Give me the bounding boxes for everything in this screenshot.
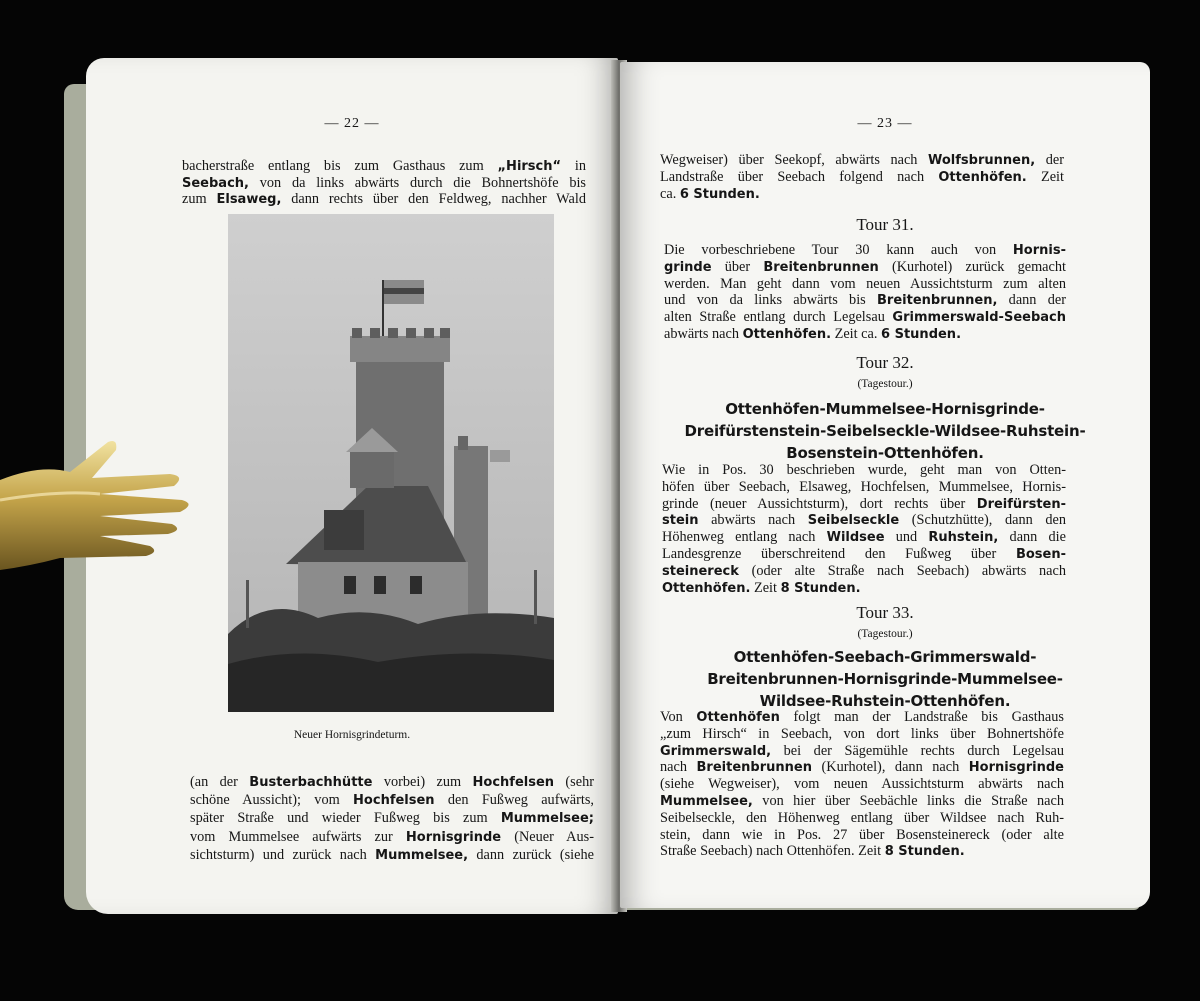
text-run: bei der Sägemühle rechts durch Legelsau: [771, 742, 1064, 759]
route-line: Wildsee-Ruhstein-Ottenhöfen.: [759, 692, 1011, 710]
bold-term: Grimmerswald,: [660, 743, 772, 759]
text-run: (siehe Wegweiser), vom neuen Aussichtsturm abwärts nach: [660, 776, 1064, 793]
tour32-heading: Tour 32.: [856, 353, 914, 372]
bold-term: Ottenhöfen.: [938, 169, 1027, 185]
photo-caption: Neuer Hornisgrindeturm.: [293, 729, 411, 741]
text-run: Wegweiser) über Seekopf, abwärts nach: [660, 152, 928, 168]
bold-term: Ruhstein,: [928, 530, 999, 546]
text-run: Von: [660, 709, 697, 725]
text-run: alten Straße entlang durch Legelsau: [664, 309, 893, 326]
tower-photograph: [228, 214, 554, 712]
page-number-right: — 23 —: [857, 116, 913, 131]
text-run: (Schutzhütte), dann den: [899, 512, 1066, 529]
text-run: Landesgrenze überschreitend den Fußweg über: [662, 546, 1016, 562]
route-line: Dreifürstenstein-Seibelseckle-Wildsee-Ruhstein-: [684, 422, 1086, 440]
text-run: Landstraße über Seebach folgend nach: [660, 168, 939, 185]
text-run: und von da links abwärts bis: [664, 292, 878, 309]
text-line: [662, 580, 1066, 597]
bold-term: Mummelsee,: [375, 847, 469, 863]
text-run: Zeit: [750, 579, 781, 596]
text-run: vom Mummelsee aufwärts zur: [190, 828, 406, 845]
bold-term: Elsaweg,: [216, 192, 282, 207]
text-line: [190, 810, 594, 827]
bold-term: Ottenhöfen.: [662, 580, 751, 596]
text-run: Wie in Pos. 30 beschrieben wurde, geht man von Otten-: [662, 462, 1066, 478]
text-run: dann zurück (siehe: [468, 846, 594, 863]
text-run: Straße Seebach) nach Ottenhöfen. Zeit: [660, 843, 885, 860]
bold-term: Wildsee: [826, 530, 885, 546]
text-line: [660, 827, 1064, 844]
bold-term: Ottenhöfen: [696, 710, 780, 725]
text-run: zum: [182, 191, 217, 207]
text-run: von da links abwärts durch die Bohnertshöfe bis: [248, 174, 586, 191]
text-run: (Kurhotel) zurück gemacht: [878, 258, 1066, 275]
text-run: nach: [660, 759, 697, 776]
text-run: dann rechts über den Feldweg, nachher Wald: [281, 191, 586, 207]
text-run: vorbei) zum: [372, 774, 473, 790]
text-line: [660, 152, 1064, 169]
brass-hand-paperweight: [0, 420, 200, 590]
text-line: [190, 774, 594, 791]
route-line: Ottenhöfen-Mummelsee-Hornisgrinde-: [725, 400, 1045, 418]
page-number-left: — 22 —: [324, 116, 380, 131]
text-run: höfen über Seebach, Elsaweg, Hochfelsen, Mummelsee, Hornis-: [662, 478, 1066, 495]
text-line: [662, 546, 1066, 563]
tour31-heading: Tour 31.: [856, 215, 914, 234]
text-line: [664, 326, 1066, 343]
text-line: [662, 512, 1066, 529]
text-line: [662, 462, 1066, 479]
text-run: von hier über Seebächle links die Straße nach: [752, 793, 1064, 809]
bold-term: Mummelsee,: [660, 794, 753, 809]
text-run: über: [711, 258, 764, 275]
text-line: [660, 793, 1064, 810]
bold-term: 8 Stunden.: [780, 580, 861, 596]
text-run: (oder alte Straße nach Seebach) abwärts nach: [738, 562, 1066, 579]
text-run: (sehr: [554, 774, 595, 790]
bold-term: Mummelsee;: [500, 811, 594, 827]
bold-term: Wolfsbrunnen,: [928, 153, 1036, 168]
text-run: „zum Hirsch“ in Seebach, von dort links über Bohnertshöfe: [660, 725, 1064, 742]
bold-term: „Hirsch“: [497, 159, 562, 174]
text-run: ca.: [660, 185, 680, 202]
text-run: Seibelseckle, den Höhenweg entlang über Wildsee nach Ruh-: [660, 809, 1064, 826]
bold-term: 8 Stunden.: [884, 844, 965, 860]
text-line: [182, 191, 586, 208]
route-line: Breitenbrunnen-Hornisgrinde-Mummelsee-: [707, 670, 1063, 688]
bold-term: 6 Stunden.: [679, 186, 760, 202]
text-run: abwärts nach: [698, 512, 808, 529]
text-line: [660, 810, 1064, 827]
bold-term: Breitenbrunnen: [763, 259, 879, 275]
text-run: schöne Aussicht); vom: [190, 792, 354, 809]
text-line: [664, 292, 1066, 309]
bold-term: Bosen-: [1015, 547, 1066, 562]
bold-term: Hornisgrinde: [405, 829, 502, 845]
text-run: den Fußweg aufwärts,: [434, 792, 595, 809]
text-line: [190, 792, 594, 809]
bold-term: Hochfelsen: [353, 793, 435, 809]
text-line: [660, 743, 1064, 760]
text-line: [664, 276, 1066, 293]
text-run: werden. Man geht dann vom neuen Aussichtsturm zum alten: [664, 275, 1066, 292]
text-run: in: [561, 158, 586, 174]
text-run: stein, dann wie in Pos. 27 über Bosensteinereck (oder alte: [660, 826, 1064, 843]
bold-term: Grimmerswald-Seebach: [892, 310, 1066, 326]
text-run: der: [1035, 152, 1064, 168]
text-line: [182, 158, 586, 175]
text-line: [660, 726, 1064, 743]
text-run: Höhenweg entlang nach: [662, 529, 827, 546]
text-line: [190, 829, 594, 846]
text-run: (Neuer Aus-: [501, 828, 594, 845]
text-line: [660, 186, 1064, 203]
text-run: Zeit: [1026, 168, 1064, 185]
bold-term: Seebach,: [182, 175, 249, 191]
route-line: Ottenhöfen-Seebach-Grimmerswald-: [733, 648, 1037, 666]
bold-term: grinde: [664, 259, 712, 275]
text-run: Die vorbeschriebene Tour 30 kann auch von: [664, 242, 1013, 258]
bold-term: Ottenhöfen.: [742, 327, 832, 342]
bold-term: Busterbachhütte: [249, 775, 373, 790]
text-run: (Kurhotel), dann nach: [811, 759, 969, 776]
bold-term: Breitenbrunnen: [696, 760, 812, 776]
bold-term: steinereck: [662, 563, 739, 579]
text-line: [660, 776, 1064, 793]
bold-term: Hochfelsen: [472, 775, 555, 790]
bold-term: Dreifürsten-: [976, 496, 1066, 512]
text-line: [662, 529, 1066, 546]
text-line: [660, 843, 1064, 860]
text-run: (an der: [190, 774, 250, 790]
tour33-heading: Tour 33.: [856, 603, 914, 622]
text-run: folgt man der Landstraße bis Gasthaus: [779, 709, 1064, 725]
text-run: und: [884, 529, 929, 546]
text-run: bacherstraße entlang bis zum Gasthaus zum: [182, 158, 498, 174]
text-line: [190, 847, 594, 864]
text-line: [182, 175, 586, 192]
text-run: später Straße und wieder Fußweg bis zum: [190, 810, 501, 827]
text-run: dann der: [997, 292, 1066, 309]
right-page: [620, 62, 1150, 908]
tour32-subheading: (Tagestour.): [857, 378, 913, 390]
text-run: Zeit ca.: [831, 326, 882, 342]
text-line: [662, 479, 1066, 496]
text-line: [664, 242, 1066, 259]
bold-term: 6 Stunden.: [881, 327, 962, 342]
text-line: [660, 169, 1064, 186]
text-run: abwärts nach: [664, 326, 743, 342]
text-run: sichtsturm) und zurück nach: [190, 846, 376, 863]
bold-term: Seibelseckle: [807, 513, 900, 529]
text-run: grinde (neuer Aussichtsturm), dort rechts über: [662, 495, 977, 512]
bold-term: Breitenbrunnen,: [877, 293, 998, 309]
tour33-subheading: (Tagestour.): [857, 628, 913, 640]
hornisgrinde-tower-image: [228, 214, 554, 712]
route-line: Bosenstein-Ottenhöfen.: [786, 444, 984, 462]
text-line: [660, 759, 1064, 776]
text-line: [662, 563, 1066, 580]
text-run: dann die: [998, 529, 1066, 546]
text-line: [664, 309, 1066, 326]
bold-term: stein: [662, 513, 699, 529]
text-line: [660, 709, 1064, 726]
bold-term: Hornisgrinde: [968, 760, 1064, 776]
bold-term: Hornis-: [1012, 243, 1066, 258]
text-line: [664, 259, 1066, 276]
text-line: [662, 496, 1066, 513]
